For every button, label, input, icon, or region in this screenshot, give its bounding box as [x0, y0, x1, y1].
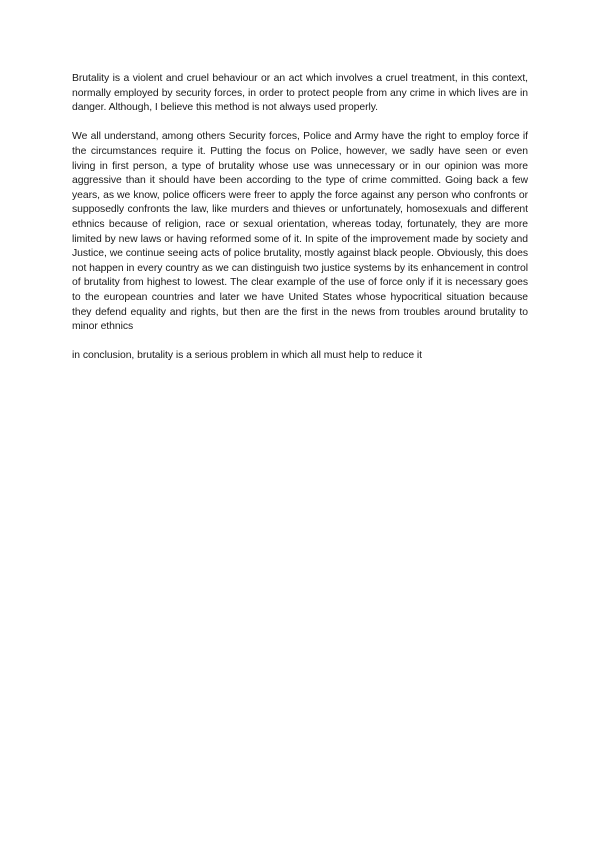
document-body — [72, 72, 528, 364]
paragraph-introduction: Brutality is a violent and cruel behaviour or an act which involves a cruel treatment, in this context, normally employed by security forces, in order to protect people from any crime in which lives are in danger. Although, I believe this method is not always used properly. — [72, 73, 528, 114]
paragraph-conclusion: in conclusion, brutality is a serious problem in which all must help to reduce it — [72, 350, 422, 362]
paragraph-body: We all understand, among others Security forces, Police and Army have the right to employ force if the circumstances require it. Putting the focus on Police, however, we sadly have seen or even living in first person, a type of brutality whose use was unnecessary or in our opinion was more aggressive than it should have been according to the type of crime committed. Going back a few years, as we know, police officers were freer to apply the force against any person who confronts or supposedly confronts the law, like murders and thieves or unfortunately, homosexuals and different ethnics because of religion, race or sexual orientation, whereas today, fortunately, they are more limited by new laws or having reformed some of it. In spite of the improvement made by society and Justice, we continue seeing acts of police brutality, mostly against black people. Obviously, this does not happen in every country as we can distinguish two justice systems by its enhancement in control of brutality from highest to lowest. The clear example of the use of force only if it is necessary goes to the european countries and later we have United States whose hypocritical situation because they defend equality and rights, but then are the first in the news from troubles around brutality to minor ethnics — [72, 131, 528, 333]
